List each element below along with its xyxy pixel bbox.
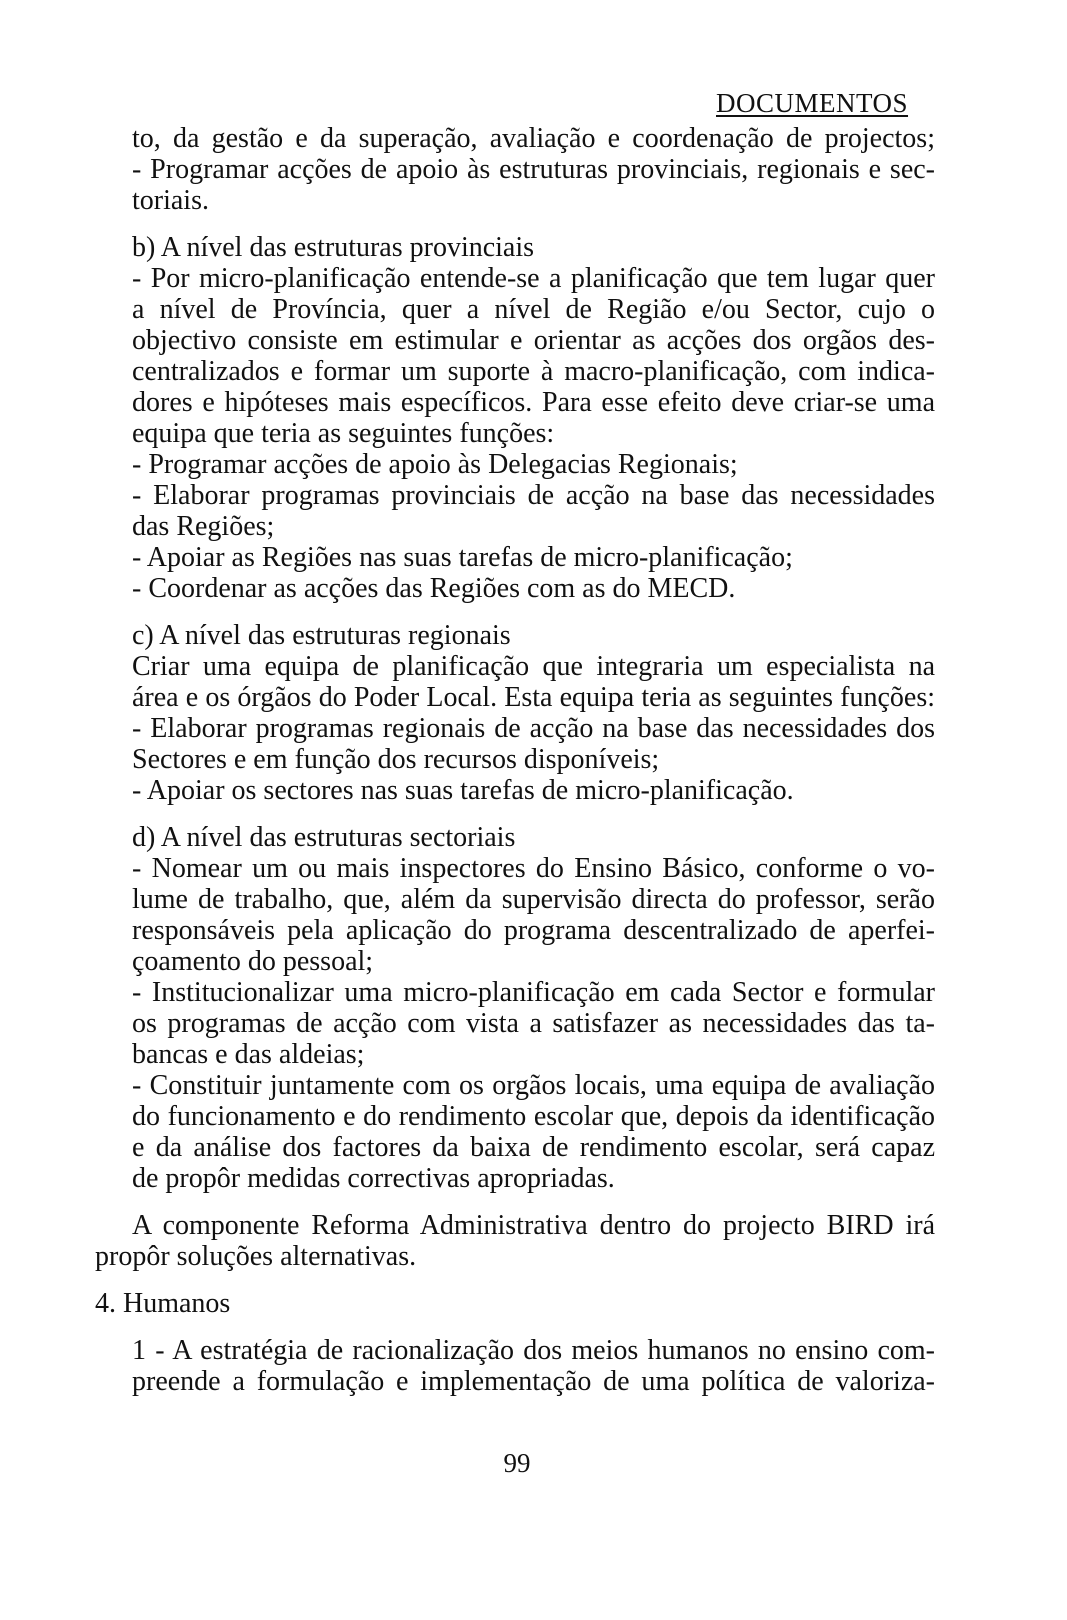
text-line: a nível de Província, quer a nível de Região e/ou Sector, cujo o bbox=[132, 294, 935, 325]
text-line: - Elaborar programas regionais de acção na base das necessidades dos bbox=[132, 713, 935, 744]
text-line: - Programar acções de apoio às Delegacias Regionais; bbox=[132, 449, 738, 480]
text-line: çoamento do pessoal; bbox=[132, 946, 374, 977]
text-line: - Nomear um ou mais inspectores do Ensino Básico, conforme o vo- bbox=[132, 853, 935, 884]
text-line: os programas de acção com vista a satisfazer as necessidades das ta- bbox=[132, 1008, 935, 1039]
text-line: propôr soluções alternativas. bbox=[95, 1241, 417, 1272]
text-line: das Regiões; bbox=[132, 511, 275, 542]
text-line: 1 - A estratégia de racionalização dos meios humanos no ensino com- bbox=[132, 1335, 935, 1366]
text-line: - Por micro-planificação entende-se a planificação que tem lugar quer bbox=[132, 263, 935, 294]
text-line: c) A nível das estruturas regionais bbox=[132, 620, 511, 651]
text-line: Criar uma equipa de planificação que integraria um especialista na bbox=[132, 651, 935, 682]
text-line: do funcionamento e do rendimento escolar que, depois da identificação bbox=[132, 1101, 935, 1132]
text-line: centralizados e formar um suporte à macro-planificação, com indica- bbox=[132, 356, 935, 387]
text-line: responsáveis pela aplicação do programa descentralizado de aperfei- bbox=[132, 915, 935, 946]
page-number: 99 bbox=[503, 1448, 531, 1478]
text-line: Sectores e em função dos recursos disponíveis; bbox=[132, 744, 660, 775]
text-line: e da análise dos factores da baixa de rendimento escolar, será capaz bbox=[132, 1132, 935, 1163]
text-line: to, da gestão e da superação, avaliação e coordenação de projectos; bbox=[132, 123, 935, 154]
text-line: dores e hipóteses mais específicos. Para esse efeito deve criar-se uma bbox=[132, 387, 935, 418]
text-line: objectivo consiste em estimular e orientar as acções dos orgãos des- bbox=[132, 325, 935, 356]
text-line: - Apoiar as Regiões nas suas tarefas de micro-planificação; bbox=[132, 542, 793, 573]
text-line: b) A nível das estruturas provinciais bbox=[132, 232, 535, 263]
text-line: bancas e das aldeias; bbox=[132, 1039, 365, 1070]
text-line: - Programar acções de apoio às estruturas provinciais, regionais e sec- bbox=[132, 154, 935, 185]
text-line: d) A nível das estruturas sectoriais bbox=[132, 822, 516, 853]
running-header: DOCUMENTOS bbox=[716, 88, 909, 118]
text-line: - Coordenar as acções das Regiões com as do MECD. bbox=[132, 573, 736, 604]
text-line: - Elaborar programas provinciais de acção na base das necessidades bbox=[132, 480, 935, 511]
text-line: A componente Reforma Administrativa dentro do projecto BIRD irá bbox=[132, 1210, 935, 1241]
text-line: lume de trabalho, que, além da supervisão directa do professor, serão bbox=[132, 884, 935, 915]
text-line: toriais. bbox=[132, 185, 209, 216]
text-line: área e os órgãos do Poder Local. Esta equipa teria as seguintes funções: bbox=[132, 682, 935, 713]
text-line: preende a formulação e implementação de uma política de valoriza- bbox=[132, 1366, 935, 1397]
text-line: - Constituir juntamente com os orgãos locais, uma equipa de avaliação bbox=[132, 1070, 935, 1101]
text-line: de propôr medidas correctivas apropriadas. bbox=[132, 1163, 615, 1194]
text-line: 4. Humanos bbox=[95, 1288, 231, 1319]
text-line: - Institucionalizar uma micro-planificação em cada Sector e formular bbox=[132, 977, 935, 1008]
text-line: - Apoiar os sectores nas suas tarefas de micro-planificação. bbox=[132, 775, 794, 806]
text-line: equipa que teria as seguintes funções: bbox=[132, 418, 555, 449]
